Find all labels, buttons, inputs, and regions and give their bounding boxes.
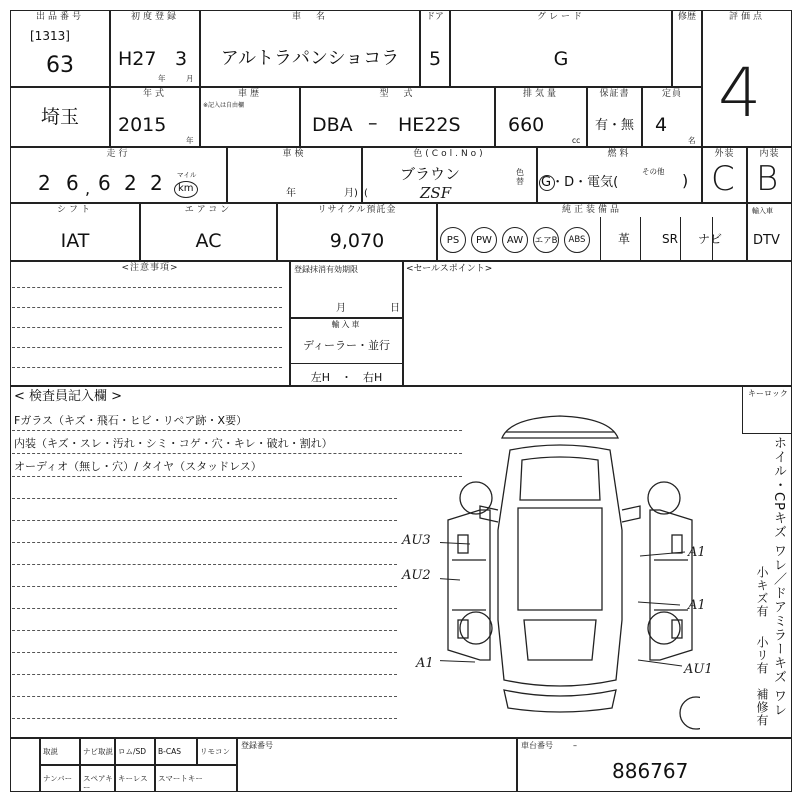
- km-label: km: [178, 183, 194, 194]
- mile-label: マイル: [177, 171, 197, 179]
- legend-main: ホイル・CPキズ ワレ／ドアミラーキズ ワレ: [771, 436, 786, 718]
- import-value: DTV: [753, 233, 780, 248]
- score-value: 4: [718, 54, 762, 133]
- doors-header: ドア: [426, 12, 444, 22]
- interior-grade: B: [756, 159, 779, 199]
- accessory-cell: [40, 765, 80, 792]
- sales-header: <セールスポイント>: [406, 264, 493, 274]
- equipment-3: エアB: [533, 227, 559, 253]
- inspection-header: 車検: [282, 149, 307, 159]
- month-unit: 月: [186, 74, 194, 83]
- recycle-value: 9,070: [329, 230, 385, 252]
- accessory-cell: [40, 738, 80, 765]
- displacement-value: 660: [508, 114, 545, 136]
- inspection-month: 月): [344, 188, 358, 199]
- equipment-header: 純正装備品: [561, 205, 622, 215]
- reg-expiry-header: 登録抹消有効期限: [294, 265, 358, 274]
- fuel-header: 燃料: [607, 149, 632, 159]
- damage-left-bottom: A1: [416, 656, 434, 671]
- import-header: 輸入車: [752, 207, 773, 215]
- damage-right-top: A1: [688, 545, 706, 560]
- mileage-digit: 2: [150, 171, 163, 195]
- notes-header: <注意事項>: [121, 263, 179, 273]
- car-diagram: [440, 410, 700, 730]
- legend-small-scratch: 小キズ有: [755, 566, 769, 618]
- capacity-value: 4: [655, 114, 668, 136]
- accessory-cell: [115, 738, 155, 765]
- repair-header: 修歴: [677, 12, 696, 22]
- history-note: ※記入は自由欄: [203, 102, 245, 109]
- shift-header: シフト: [56, 205, 93, 215]
- accessory-cell: [155, 738, 197, 765]
- mileage-digit: 2: [38, 171, 51, 195]
- lot-number: 63: [46, 53, 74, 78]
- accessory-label: スマートキー: [158, 774, 203, 783]
- fuel-close: ): [682, 171, 689, 190]
- legend-small-repair: 小リ有: [755, 636, 769, 675]
- color-paren: (: [364, 188, 368, 199]
- fuel-other: その他: [642, 167, 665, 176]
- accessory-label: 取説: [43, 747, 58, 756]
- first-reg-header: 初度登録: [130, 12, 179, 22]
- recycle-header: リサイクル預託金: [317, 205, 397, 215]
- accessory-cell: [155, 765, 237, 792]
- accessory-label: リモコン: [200, 747, 230, 756]
- warranty-header: 保証書: [599, 89, 630, 99]
- sales-cell: [403, 261, 792, 386]
- interior-header: 内装: [759, 149, 780, 159]
- equipment-plain-1: SR: [662, 232, 678, 246]
- reg-month: 月: [336, 303, 346, 314]
- accessory-label: B-CAS: [158, 747, 181, 756]
- model-prefix: DBA: [312, 114, 353, 136]
- color-name: ブラウン: [400, 165, 461, 183]
- model-header: 型 式: [379, 89, 416, 99]
- mileage-digit: 6: [98, 171, 111, 195]
- accessory-cell: [80, 738, 115, 765]
- equipment-4: ABS: [564, 227, 590, 253]
- aircon-value: AC: [195, 230, 222, 252]
- chassis-number: 886767: [612, 759, 689, 783]
- car-name-header: 車 名: [291, 12, 328, 22]
- equipment-0: PS: [440, 227, 466, 253]
- accessory-label: ナビ取説: [83, 747, 113, 756]
- mileage-comma: ,: [85, 179, 91, 198]
- legend-repaired: 補修有: [755, 688, 769, 727]
- accessory-label: ロム/SD: [118, 747, 147, 756]
- damage-left-mid: AU2: [402, 568, 431, 583]
- first-reg-era: H27: [118, 48, 157, 70]
- chassis-dash: –: [573, 741, 577, 750]
- model-year-unit: 年: [186, 136, 194, 145]
- equipment-2: AW: [502, 227, 528, 253]
- accessory-cell: [115, 765, 155, 792]
- model-dash: –: [368, 112, 378, 134]
- reg-day: 日: [390, 303, 400, 314]
- color-code: ZSF: [420, 184, 452, 202]
- capacity-header: 定員: [661, 89, 682, 99]
- displacement-header: 排気量: [522, 89, 559, 99]
- damage-right-mid: A1: [688, 598, 706, 613]
- first-reg-month: 3: [175, 48, 188, 70]
- accessory-cell: [197, 738, 237, 765]
- accessory-label: キーレス: [118, 774, 148, 783]
- equipment-1: PW: [471, 227, 497, 253]
- exterior-header: 外装: [714, 149, 735, 159]
- accessory-label: スペアキー: [83, 774, 113, 792]
- warranty-value: 有・無: [595, 118, 635, 133]
- aircon-header: エアコン: [184, 205, 233, 215]
- color-side: 色替: [516, 168, 524, 186]
- plate-header: 登録番号: [241, 741, 273, 750]
- mileage-digit: 6: [66, 171, 79, 195]
- year-header: 年式: [142, 89, 167, 99]
- inspector-line-2: 内装（キズ・スレ・汚れ・シミ・コゲ・穴・キレ・破れ・割れ）: [14, 437, 333, 450]
- grade-value: G: [553, 48, 569, 70]
- chassis-header: 車台番号: [521, 741, 553, 750]
- lot-header: 出品番号: [35, 12, 84, 22]
- import-label: 輸入車: [331, 320, 362, 329]
- equipment-plain-0: 革: [618, 232, 631, 246]
- grade-header: グレード: [536, 12, 585, 22]
- inspector-line-1: Fガラス（キズ・飛石・ヒビ・リペア跡・X要）: [14, 414, 248, 427]
- model-year: 2015: [118, 114, 167, 136]
- exterior-grade: C: [711, 159, 735, 199]
- model-code: HE22S: [398, 114, 461, 136]
- car-name: アルトラパンショコラ: [220, 48, 400, 69]
- import-type: ディーラー・並行: [302, 339, 391, 352]
- shift-value: IAT: [60, 230, 90, 252]
- inspector-line-3: オーディオ（無し・穴）/ タイヤ（スタッドレス）: [14, 460, 262, 473]
- damage-right-bottom: AU1: [684, 662, 713, 677]
- color-header: 色(Col.No): [413, 149, 486, 159]
- year-unit: 年: [158, 74, 166, 83]
- steering: 左H ・ 右H: [310, 371, 383, 384]
- damage-left-top: AU3: [402, 533, 431, 548]
- region: 埼玉: [40, 106, 79, 128]
- mileage-digit: 2: [124, 171, 137, 195]
- key-lock-header: キーロック: [748, 389, 788, 398]
- score-header: 評価点: [728, 12, 765, 22]
- plate-cell: [237, 738, 517, 792]
- inspection-year: 年: [286, 188, 296, 199]
- equipment-plain-2: ナビ: [698, 232, 723, 246]
- inspector-header: < 検査員記入欄 >: [14, 389, 123, 404]
- cc-unit: cc: [572, 136, 581, 145]
- accessory-cell: [80, 765, 115, 792]
- mileage-header: 走行: [106, 149, 131, 159]
- lot-code: [1313]: [30, 29, 70, 43]
- accessory-label: ナンバー: [43, 774, 73, 783]
- bottom-blank-cell: [10, 738, 40, 792]
- capacity-unit: 名: [688, 136, 696, 145]
- doors-value: 5: [428, 48, 442, 70]
- fuel-options: G・D・電気(: [541, 175, 619, 190]
- history-header: 車歴: [237, 89, 262, 99]
